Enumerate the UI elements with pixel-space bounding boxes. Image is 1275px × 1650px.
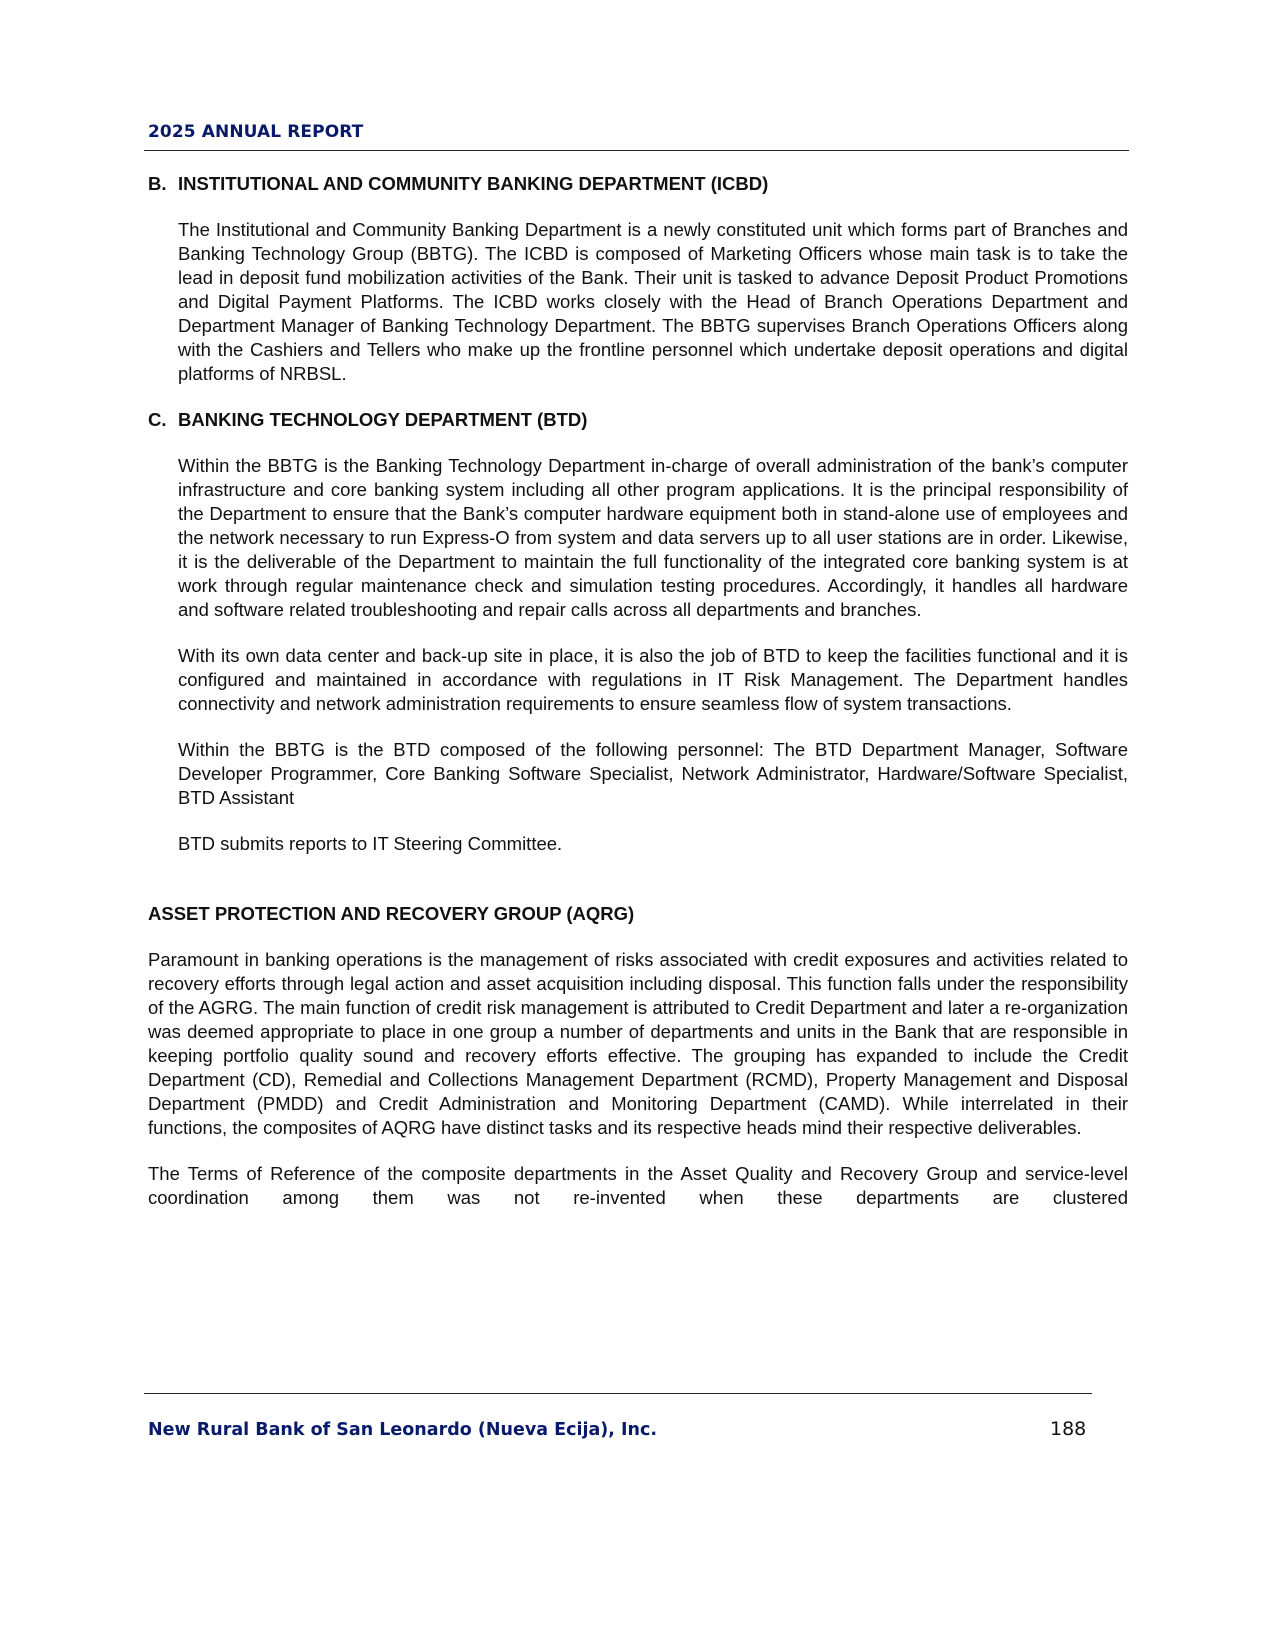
header-divider — [144, 150, 1129, 151]
section-title-btd: BANKING TECHNOLOGY DEPARTMENT (BTD) — [178, 409, 588, 430]
btd-paragraph-3: Within the BBTG is the BTD composed of the following personnel: The BTD Department Manager, Software Developer Programmer, Core Banking Software Specialist, Network Administrator, Hardware/Software Specialist, BTD Assistant — [178, 739, 1128, 808]
aqrg-paragraph-1: Paramount in banking operations is the management of risks associated with credit exposures and activities related to recovery efforts through legal action and asset acquisition including disposal. This function falls under the responsibility of the AGRG. The main function of credit risk management is attributed to Credit Department and later a re-organization was deemed appropriate to place in one group a number of departments and units in the Bank that are responsible in keeping portfolio quality sound and recovery efforts effective. The grouping has expanded to include the Credit Department (CD), Remedial and Collections Management Department (RCMD), Property Management and Disposal Department (PMDD) and Credit Administration and Monitoring Department (CAMD). While interrelated in their functions, the composites of AQRG have distinct tasks and its respective heads mind their respective deliverables. — [148, 949, 1128, 1138]
icbd-paragraph: The Institutional and Community Banking Department is a newly constituted unit which forms part of Branches and Banking Technology Group (BBTG). The ICBD is composed of Marketing Officers whose main task is to take the lead in deposit fund mobilization activities of the Bank. Their unit is tasked to advance Deposit Product Promotions and Digital Payment Platforms. The ICBD works closely with the Head of Branch Operations Department and Department Manager of Banking Technology Department. The BBTG supervises Branch Operations Officers along with the Cashiers and Tellers who make up the frontline personnel which undertake deposit operations and digital platforms of NRBSL. — [178, 219, 1128, 384]
section-title-icbd: INSTITUTIONAL AND COMMUNITY BANKING DEPARTMENT (ICBD) — [178, 173, 769, 194]
page-body — [148, 172, 1128, 1210]
btd-paragraph-1: Within the BBTG is the Banking Technology Department in-charge of overall administration of the bank’s computer infrastructure and core banking system including all other program applications. It is the principal responsibility of the Department to ensure that the Bank’s computer hardware equipment both in stand-alone use of employees and the network necessary to run Express-O from system and data servers up to all user stations are in order. Likewise, it is the deliverable of the Department to maintain the full functionality of the integrated core banking system is at work through regular maintenance check and simulation testing procedures. Accordingly, it handles all hardware and software related troubleshooting and repair calls across all departments and branches. — [178, 455, 1128, 620]
footer-bank-name: New Rural Bank of San Leonardo (Nueva Ecija), Inc. — [148, 1420, 657, 1440]
aqrg-paragraph-2: The Terms of Reference of the composite departments in the Asset Quality and Recovery Group and service-level coordination among them was not re-invented when these departments are clustered — [148, 1163, 1128, 1208]
btd-paragraph-4: BTD submits reports to IT Steering Committee. — [178, 833, 563, 854]
page-number: 188 — [1050, 1418, 1087, 1440]
section-heading-icbd — [148, 172, 1128, 196]
section-heading-aqrg: ASSET PROTECTION AND RECOVERY GROUP (AQRG) — [148, 903, 635, 924]
section-letter-c: C. — [148, 409, 167, 430]
btd-paragraph-2: With its own data center and back-up site in place, it is also the job of BTD to keep the facilities functional and it is configured and maintained in accordance with regulations in IT Risk Management. The Department handles connectivity and network administration requirements to ensure seamless flow of system transactions. — [178, 645, 1128, 714]
section-heading-btd — [148, 408, 1128, 432]
report-title: 2025 ANNUAL REPORT — [148, 122, 364, 142]
section-letter-b: B. — [148, 173, 167, 194]
footer-divider — [144, 1393, 1092, 1394]
